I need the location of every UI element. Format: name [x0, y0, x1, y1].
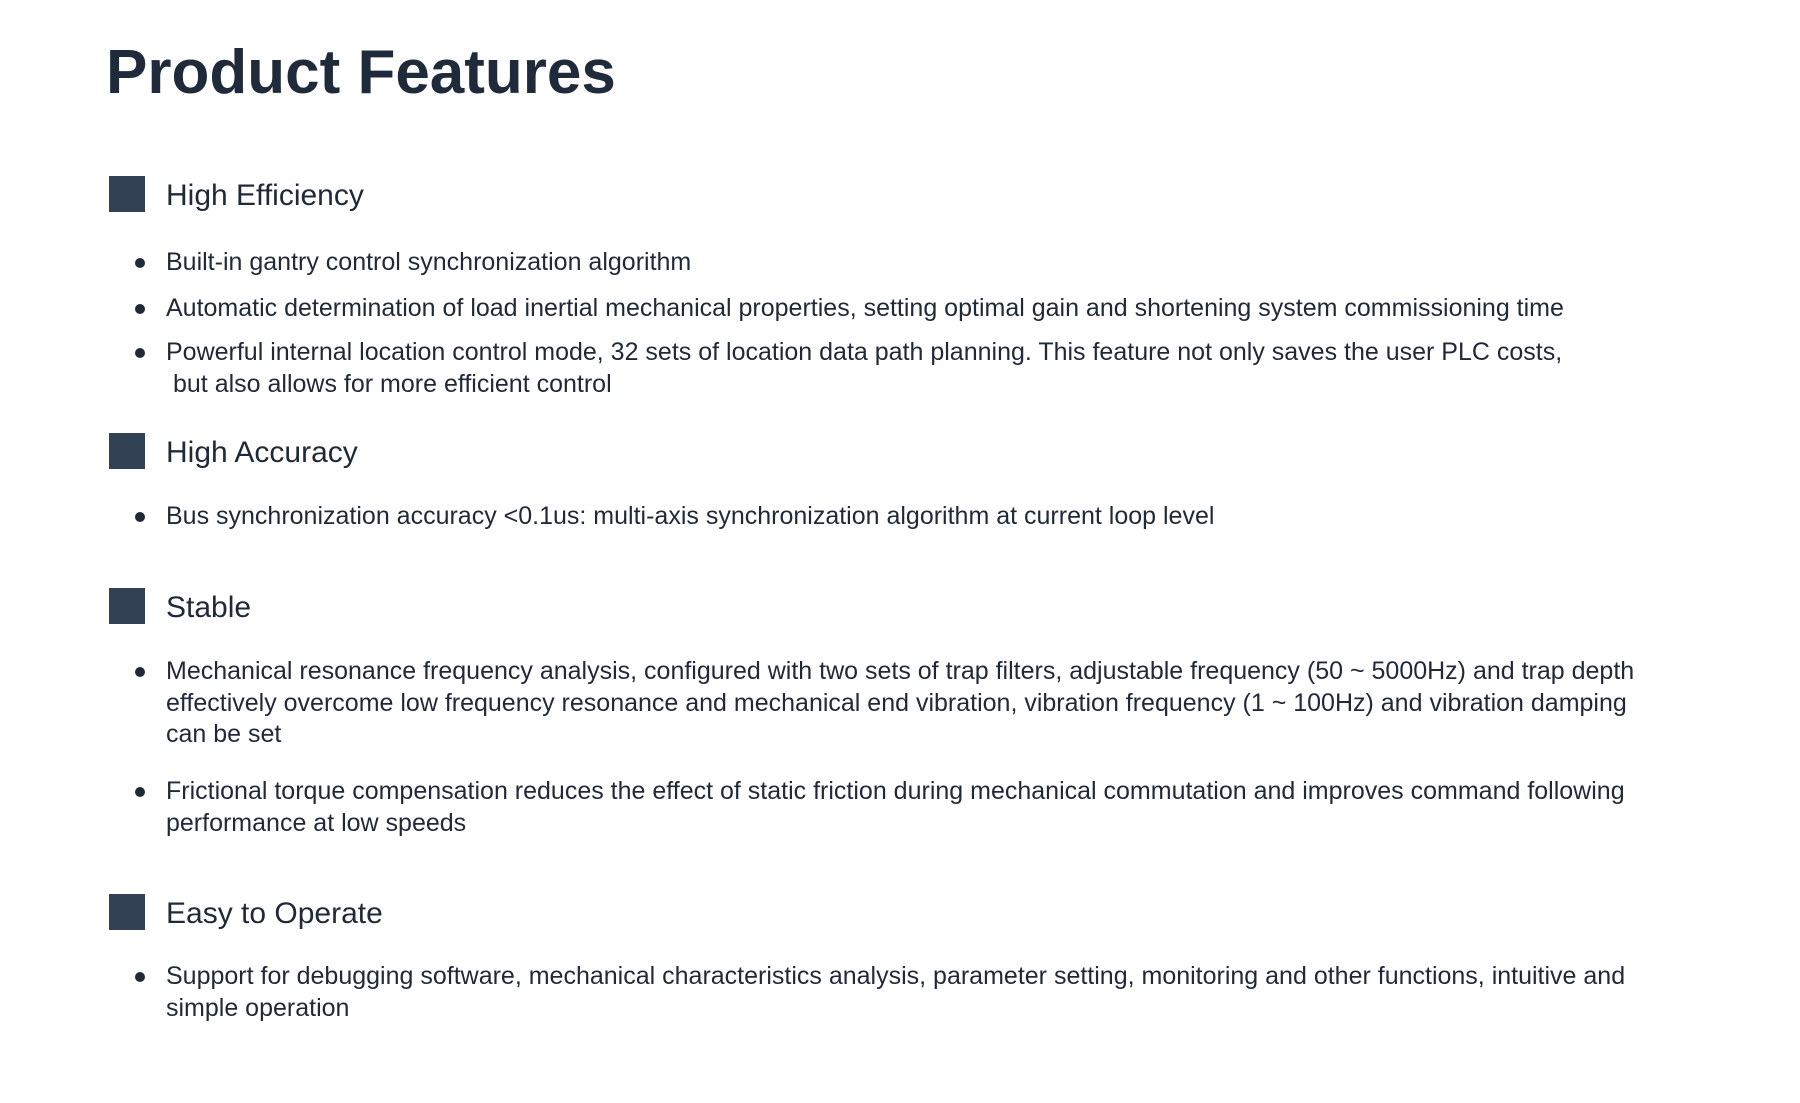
bullet-icon [135, 348, 145, 358]
feature-item-gantry-sync [166, 247, 691, 279]
section-marker-square [109, 176, 145, 212]
feature-item-resonance-analysis [166, 656, 1634, 751]
feature-line: Frictional torque compensation reduces the effect of static friction during mechanical commutation and improves command following [166, 777, 1625, 805]
feature-line: Bus synchronization accuracy <0.1us: multi-axis synchronization algorithm at current loop level [166, 502, 1215, 530]
feature-line: Mechanical resonance frequency analysis, configured with two sets of trap filters, adjustable frequency (50 ~ 5000Hz) and trap depth [166, 657, 1635, 685]
feature-item-friction-compensation [166, 776, 1625, 839]
feature-item-location-control [166, 337, 1562, 400]
bullet-icon [135, 787, 145, 797]
feature-line: Powerful internal location control mode, 32 sets of location data path planning. This feature not only saves the user PLC costs, [166, 338, 1563, 366]
bullet-icon [135, 667, 145, 677]
section-heading-stable: Stable [166, 591, 252, 624]
bullet-icon [135, 258, 145, 268]
section-heading-high-efficiency: High Efficiency [166, 179, 364, 212]
feature-line: effectively overcome low frequency resonance and mechanical end vibration, vibration frequency (1 ~ 100Hz) and vibration damping [166, 688, 1627, 717]
feature-line: Built-in gantry control synchronization algorithm [166, 248, 692, 276]
feature-item-inertia-determination [166, 293, 1564, 325]
feature-item-bus-sync-accuracy [166, 501, 1214, 533]
feature-line: can be set [166, 720, 282, 748]
feature-line: performance at low speeds [166, 808, 467, 837]
bullet-icon [135, 512, 145, 522]
feature-line: Automatic determination of load inertial mechanical properties, setting optimal gain and shortening system commissioning time [166, 294, 1564, 322]
section-heading-high-accuracy: High Accuracy [166, 436, 358, 469]
section-heading-easy-to-operate: Easy to Operate [166, 897, 383, 930]
bullet-icon [135, 972, 145, 982]
feature-line: Support for debugging software, mechanical characteristics analysis, parameter setting, monitoring and other functions, intuitive and [166, 962, 1626, 990]
section-marker-square [109, 588, 145, 624]
feature-line: but also allows for more efficient control [173, 369, 612, 398]
bullet-icon [135, 304, 145, 314]
feature-item-debugging-software [166, 961, 1625, 1024]
section-marker-square [109, 433, 145, 469]
feature-line: simple operation [166, 993, 350, 1022]
section-marker-square [109, 894, 145, 930]
page-title: Product Features [106, 38, 616, 107]
